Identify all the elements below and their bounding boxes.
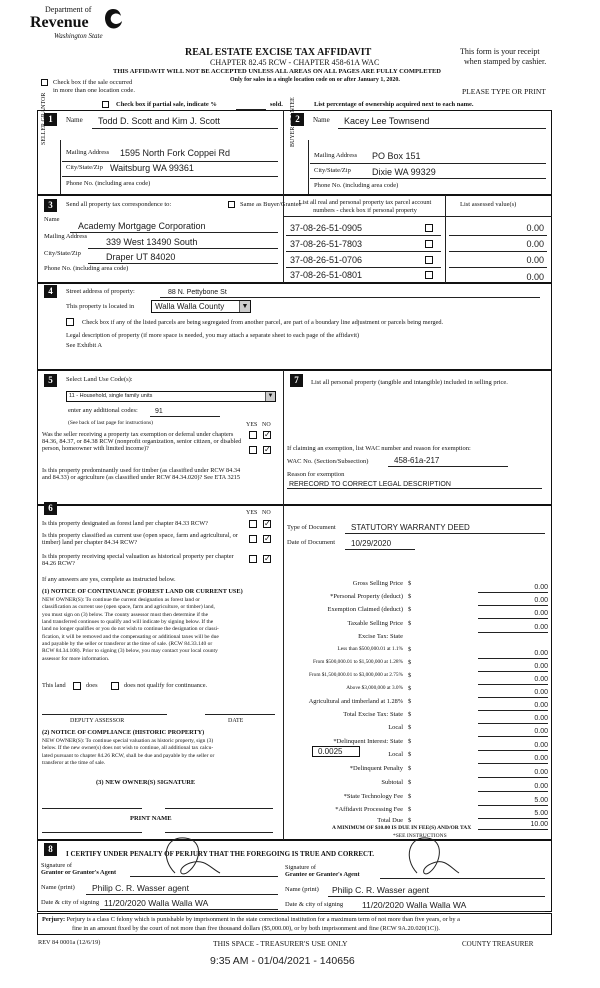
if-yes-note: If any answers are yes, complete as instructed below. (42, 576, 176, 583)
section-1-number: 1 (44, 113, 57, 126)
section-2-number: 2 (291, 113, 304, 126)
calc-value[interactable]: 0.00 (534, 689, 548, 696)
sec6-q3-no-checkbox[interactable]: ✓ (264, 554, 271, 563)
dollar-sign: $ (408, 606, 412, 613)
calc-label: Subtotal (381, 779, 403, 786)
treasurer-space: THIS SPACE - TREASURER'S USE ONLY (213, 939, 348, 948)
calc-value[interactable]: 0.00 (534, 715, 548, 722)
same-as-buyer-checkbox[interactable] (228, 201, 235, 208)
county-select[interactable] (151, 300, 251, 313)
sec6-yes: YES (246, 510, 258, 516)
calc-value[interactable]: 0.00 (534, 663, 548, 670)
dollar-sign: $ (408, 620, 412, 627)
sec5-no: NO (262, 422, 271, 428)
exemption-claim-label: If claiming an exemption, list WAC number and reason for exemption: (287, 445, 471, 452)
perjury-text: Perjury: Perjury is a class C felony which is punishable by imprisonment in the state correctional institution for a maximum term of not more than five years, or by a (42, 916, 460, 923)
calc-value[interactable]: 0.00 (534, 624, 548, 631)
parcel-number[interactable]: 37-08-26-51-0801 (290, 270, 363, 280)
county-treasurer: COUNTY TREASURER (462, 940, 534, 948)
segregated-checkbox[interactable] (66, 318, 74, 326)
section-4-number: 4 (44, 285, 57, 298)
personal-property-checkbox[interactable] (425, 256, 433, 264)
sec6-q2-yes-checkbox[interactable] (249, 535, 257, 543)
reason-value[interactable]: RERECORD TO CORRECT LEGAL DESCRIPTION (289, 481, 451, 488)
form-title: REAL ESTATE EXCISE TAX AFFIDAVIT (185, 47, 372, 58)
sec5-yes: YES (246, 422, 258, 428)
dollar-sign: $ (408, 685, 412, 692)
wac-label: WAC No. (Section/Subsection) (287, 458, 369, 465)
buyer-phone-label: Phone No. (including area code) (314, 182, 399, 189)
dollar-sign: $ (408, 659, 412, 666)
calc-label: From $500,000.01 to $1,500,000 at 1.28% (312, 659, 403, 665)
name-print-label-grantor: Name (print) (41, 884, 75, 891)
seller-mail-label: Mailing Address (66, 149, 110, 156)
does-checkbox[interactable] (73, 682, 81, 690)
sig-grantee-label-2: Grantee or Grantee's Agent (285, 871, 360, 878)
dollar-sign: $ (408, 738, 412, 745)
sec6-no: NO (262, 510, 271, 516)
sig-grantee-label: Signature of (285, 864, 316, 871)
section-6-number: 6 (44, 502, 57, 515)
calc-value[interactable]: 0.00 (534, 783, 548, 790)
dollar-sign: $ (408, 646, 412, 653)
sig-grantor-label: Signature of (41, 862, 72, 869)
dollar-sign: $ (408, 698, 412, 705)
print-name-label: PRINT NAME (130, 815, 172, 822)
calc-value[interactable]: 5.00 (534, 810, 548, 817)
calc-label: Local (388, 724, 403, 731)
dollar-sign: $ (408, 593, 412, 600)
does-not-label: does not qualify for continuance. (124, 682, 208, 689)
notice-1-title: (1) NOTICE OF CONTINUANCE (FOREST LAND OR CURRENT USE) (42, 588, 243, 595)
street-value[interactable]: 88 N. Pettybone St (168, 289, 227, 296)
certify-text: I CERTIFY UNDER PENALTY OF PERJURY THAT THE FOREGOING IS TRUE AND CORRECT. (66, 850, 375, 858)
seller-phone-label: Phone No. (including area code) (66, 180, 151, 187)
sold-label: sold. (270, 101, 283, 108)
name-print-grantor[interactable]: Philip C. R. Wasser agent (92, 883, 189, 893)
seller-city[interactable]: Waitsburg WA 99361 (110, 163, 194, 173)
personal-property-label: List all personal property (tangible and intangible) included in selling price. (311, 379, 508, 386)
ownership-note: List percentage of ownership acquired next to each name. (314, 101, 474, 108)
doc-type-label: Type of Document (287, 524, 336, 531)
does-label: does (86, 682, 98, 689)
dollar-sign: $ (408, 724, 412, 731)
logo-line2: Revenue (30, 14, 89, 31)
assessed-value[interactable]: 0.00 (526, 239, 544, 249)
see-back-note: (See back of last page for instructions) (68, 420, 153, 426)
minimum-note: A MINIMUM OF $10.00 IS DUE IN FEE(S) AND/OR TAX (332, 825, 472, 831)
notice-2-text: NEW OWNER(S): To continue special valuation as historic property, sign (3) below. If the new owner(s) does not wish to continue, all additional tax calcu- lated pursuant to chapter 84.26 RCW, shall be due and payable by the seller or transferor at the time of sale. (42, 738, 215, 766)
calc-label: *Personal Property (deduct) (330, 593, 403, 600)
name-print-label-grantee: Name (print) (285, 886, 319, 893)
sec6-q2: Is this property classified as current use (open space, farm and agricultural, or timber) land per chapter 84.34 RCW? (42, 532, 238, 546)
dollar-sign: $ (408, 711, 412, 718)
seller-side-label: SELLER GRANTOR (41, 92, 47, 145)
notice-1-text: NEW OWNER(S): To continue the current designation as forest land or classification as current use (open space, farm and agriculture, or timber) land, you must sign on (3) below. The county assessor must then determine if the land transferred continues to qualify and will indicate by signing below. If the land no longer qualifies or you do not wish to continue the designation or classi- fication, it will be removed and the compensating or additional taxes will be due and payable by the seller or transferor at the time of sale. (RCW 84.33.140 or RCW 84.34.108). Prior to signing (3) below, you may contact your local county assessor for more information. (42, 597, 219, 662)
date-city-label-grantor: Date & city of signing (41, 899, 100, 906)
calc-label: Above $3,000,000 at 3.0% (346, 685, 403, 691)
calc-label: Total Excise Tax: State (343, 711, 403, 718)
calc-label: Less than $500,000.01 at 1.1% (337, 646, 403, 652)
personal-property-checkbox[interactable] (425, 271, 433, 279)
chevron-down-icon[interactable]: ▼ (239, 301, 250, 312)
form-warning: THIS AFFIDAVIT WILL NOT BE ACCEPTED UNLESS ALL AREAS ON ALL PAGES ARE FULLY COMPLETED (113, 68, 441, 75)
calc-label: Taxable Selling Price (347, 620, 403, 627)
sec6-q3: Is this property receiving special valuation as historical property per chapter 84.26 RCW? (42, 553, 234, 567)
calc-value[interactable]: 10.00 (530, 821, 548, 828)
multi-location-label: Check box if the sale occurred (53, 79, 133, 86)
multi-location-label-2: in more than one location code. (53, 87, 135, 94)
sig-grantor-label-2: Grantor or Grantor's Agent (41, 869, 117, 876)
section-8-number: 8 (44, 843, 57, 856)
personal-property-checkbox[interactable] (425, 240, 433, 248)
sec5-q2-yes-checkbox[interactable] (249, 446, 257, 454)
sec6-q1: Is this property designated as forest land per chapter 84.33 RCW? (42, 520, 208, 527)
calc-value[interactable]: 0.00 (534, 676, 548, 683)
sec5-q1-no-checkbox[interactable]: ✓ (264, 430, 271, 439)
buyer-name-label: Name (313, 116, 330, 124)
seller-name-label: Name (66, 116, 83, 124)
dollar-sign: $ (408, 580, 412, 587)
date-city-grantee[interactable]: 11/20/2020 Walla Walla WA (362, 900, 467, 910)
assessed-header: List assessed value(s) (460, 201, 517, 208)
calc-label: Local (388, 751, 403, 758)
additional-codes-label: enter any additional codes: (68, 407, 138, 414)
logo-swoosh-icon (101, 7, 125, 33)
logo-line3: Washington State (54, 32, 103, 40)
same-as-buyer-label: Same as Buyer/Grantee (240, 201, 302, 208)
sec6-q1-yes-checkbox[interactable] (249, 520, 257, 528)
seller-city-label: City/State/Zip (66, 164, 103, 171)
this-land-label: This land (42, 682, 66, 689)
additional-codes[interactable]: 91 (155, 408, 163, 415)
sec6-q2-no-checkbox[interactable]: ✓ (264, 534, 271, 543)
assessed-value[interactable]: 0.00 (526, 255, 544, 265)
section-5-number: 5 (44, 374, 57, 387)
sec6-q1-no-checkbox[interactable]: ✓ (264, 519, 271, 528)
calc-value[interactable]: 0.00 (534, 702, 548, 709)
multi-location-checkbox[interactable] (41, 79, 48, 86)
perjury-text-2: fine in an amount fixed by the court of not more than five thousand dollars ($5,000.00), or by both imprisonment and fine (RCW 9A.20.020(1C)). (72, 925, 441, 932)
seller-name[interactable]: Todd D. Scott and Kim J. Scott (98, 116, 221, 126)
parcel-number[interactable]: 37-08-26-51-7803 (290, 239, 363, 249)
street-label: Street address of property: (66, 288, 135, 295)
name-print-grantee[interactable]: Philip C. R. Wasser agent (332, 885, 429, 895)
assessed-value[interactable]: 0.00 (526, 272, 544, 282)
calc-value[interactable]: 0.00 (534, 728, 548, 735)
located-label: This property is located in (66, 303, 135, 310)
calc-label: *State Technology Fee (343, 793, 403, 800)
form-only-for: Only for sales in a single location code on or after January 1, 2020. (230, 77, 400, 83)
calc-label: Exemption Claimed (deduct) (327, 606, 403, 613)
segregated-label: Check box if any of the listed parcels are being segregated from another parcel, are part of a boundary line adjustment or parcels being merged. (82, 319, 444, 326)
see-instructions: *SEE INSTRUCTIONS (393, 833, 447, 839)
logo-line1: Department of (45, 5, 92, 14)
section-7-number: 7 (290, 374, 303, 387)
reason-label: Reason for exemption (287, 471, 345, 478)
type-or-print: PLEASE TYPE OR PRINT (462, 87, 546, 96)
calc-value[interactable]: 0.00 (534, 610, 548, 617)
calc-label: Gross Selling Price (352, 580, 403, 587)
calc-label: Total Due (377, 817, 403, 824)
date-label: DATE (228, 718, 244, 724)
tax-mail-label: Mailing Address (44, 233, 88, 240)
dollar-sign: $ (408, 672, 412, 679)
parcel-header: List all real and personal property tax parcel account numbers - check box if personal property (298, 199, 432, 214)
dollar-sign: $ (408, 806, 412, 813)
tax-phone-label: Phone No. (including area code) (44, 265, 129, 272)
buyer-mail-label: Mailing Address (314, 152, 358, 159)
sec5-q2-no-checkbox[interactable]: ✓ (264, 445, 271, 454)
parcel-number[interactable]: 37-08-26-51-0905 (290, 223, 363, 233)
form-subtitle: CHAPTER 82.45 RCW - CHAPTER 458-61A WAC (210, 58, 380, 67)
calc-value[interactable]: 0.00 (534, 769, 548, 776)
calc-value[interactable]: 0.00 (534, 650, 548, 657)
calc-value[interactable]: 0.00 (534, 742, 548, 749)
buyer-city[interactable]: Dixie WA 99329 (372, 167, 436, 177)
sec5-q1: Was the seller receiving a property tax exemption or deferral under chapters 84.36, 84.37, or 84.38 RCW (nonprofit organization, senior citizen, or disabled person, homeowner with limited income)? (42, 431, 242, 453)
deputy-assessor-label: DEPUTY ASSESSOR (70, 718, 125, 724)
partial-sale-checkbox[interactable] (102, 101, 109, 108)
calc-label: *Delinquent Interest: State (333, 738, 403, 745)
buyer-mail[interactable]: PO Box 151 (372, 151, 421, 161)
buyer-name[interactable]: Kacey Lee Townsend (344, 116, 430, 126)
receipt-note-2: when stamped by cashier. (464, 57, 547, 66)
tax-corr-label: Send all property tax correspondence to: (66, 201, 172, 208)
doc-type[interactable]: STATUTORY WARRANTY DEED (351, 523, 470, 532)
rev-number: REV 84 0001a (12/6/19) (38, 939, 101, 946)
section-3-number: 3 (44, 199, 57, 212)
wac-value[interactable]: 458-61a-217 (394, 456, 440, 465)
tax-name[interactable]: Academy Mortgage Corporation (78, 221, 206, 231)
legal-value[interactable]: See Exhibit A (66, 342, 103, 349)
receipt-note: This form is your receipt (460, 47, 540, 56)
calc-label: *Delinquent Penalty (349, 765, 403, 772)
dollar-sign: $ (408, 817, 412, 824)
buyer-city-label: City/State/Zip (314, 167, 351, 174)
personal-property-checkbox[interactable] (425, 224, 433, 232)
land-use-label: Select Land Use Code(s): (66, 376, 133, 383)
tax-city[interactable]: Draper UT 84020 (106, 252, 176, 262)
land-use-value: 11 - Household, single family units (69, 393, 153, 399)
recording-stamp: 9:35 AM - 01/04/2021 - 140656 (210, 955, 355, 967)
assessed-value[interactable]: 0.00 (526, 223, 544, 233)
calc-value[interactable]: 5.00 (534, 797, 548, 804)
dollar-sign: $ (408, 765, 412, 772)
tax-name-label: Name (44, 216, 60, 223)
chevron-down-icon[interactable]: ▼ (265, 392, 275, 401)
buyer-side-label: BUYER GRANTEE (290, 97, 296, 147)
sec5-q1-yes-checkbox[interactable] (249, 431, 257, 439)
land-use-select[interactable] (66, 391, 276, 402)
notice-2-title: (2) NOTICE OF COMPLIANCE (HISTORIC PROPERTY) (42, 729, 205, 736)
calc-label: Excise Tax: State (358, 633, 403, 640)
calc-value[interactable]: 0.00 (534, 597, 548, 604)
sec5-q2: Is this property predominantly used for timber (as classified under RCW 84.34 and 84.33) or agriculture (as classified under RCW 84.34.020)? See ETA 3215 (42, 467, 241, 481)
doc-date-label: Date of Document (287, 539, 336, 546)
new-owner-sig-label: (3) NEW OWNER(S) SIGNATURE (96, 779, 196, 786)
date-city-label-grantee: Date & city of signing (285, 901, 344, 908)
sec6-q3-yes-checkbox[interactable] (249, 555, 257, 563)
tax-mail[interactable]: 339 West 13490 South (106, 237, 198, 247)
doc-date[interactable]: 10/29/2020 (351, 539, 392, 548)
calc-value[interactable]: 0.00 (534, 755, 548, 762)
dollar-sign: $ (408, 779, 412, 786)
does-not-checkbox[interactable] (111, 682, 119, 690)
date-city-grantor[interactable]: 11/20/2020 Walla Walla WA (104, 898, 209, 908)
dollar-sign: $ (408, 751, 412, 758)
partial-sale-label: Check box if partial sale, indicate % (116, 101, 217, 108)
dollar-sign: $ (408, 793, 412, 800)
legal-label: Legal description of property (if more space is needed, you may attach a separate sheet to each page of the affidavit) (66, 332, 360, 339)
grantee-signature[interactable] (395, 828, 465, 883)
grantor-signature[interactable] (150, 828, 230, 883)
calc-label: *Affidavit Processing Fee (335, 806, 403, 813)
parcel-number[interactable]: 37-08-26-51-0706 (290, 255, 363, 265)
tax-city-label: City/State/Zip (44, 250, 81, 257)
local-rate-box[interactable] (312, 746, 360, 757)
calc-label: From $1,500,000.01 to $3,000,000 at 2.75% (308, 672, 403, 678)
seller-mail[interactable]: 1595 North Fork Coppei Rd (120, 148, 231, 158)
calc-label: Agricultural and timberland at 1.28% (308, 698, 403, 705)
local-rate: 0.0025 (318, 747, 343, 756)
county-value: Walla Walla County (155, 302, 225, 311)
calc-value[interactable]: 0.00 (534, 584, 548, 591)
